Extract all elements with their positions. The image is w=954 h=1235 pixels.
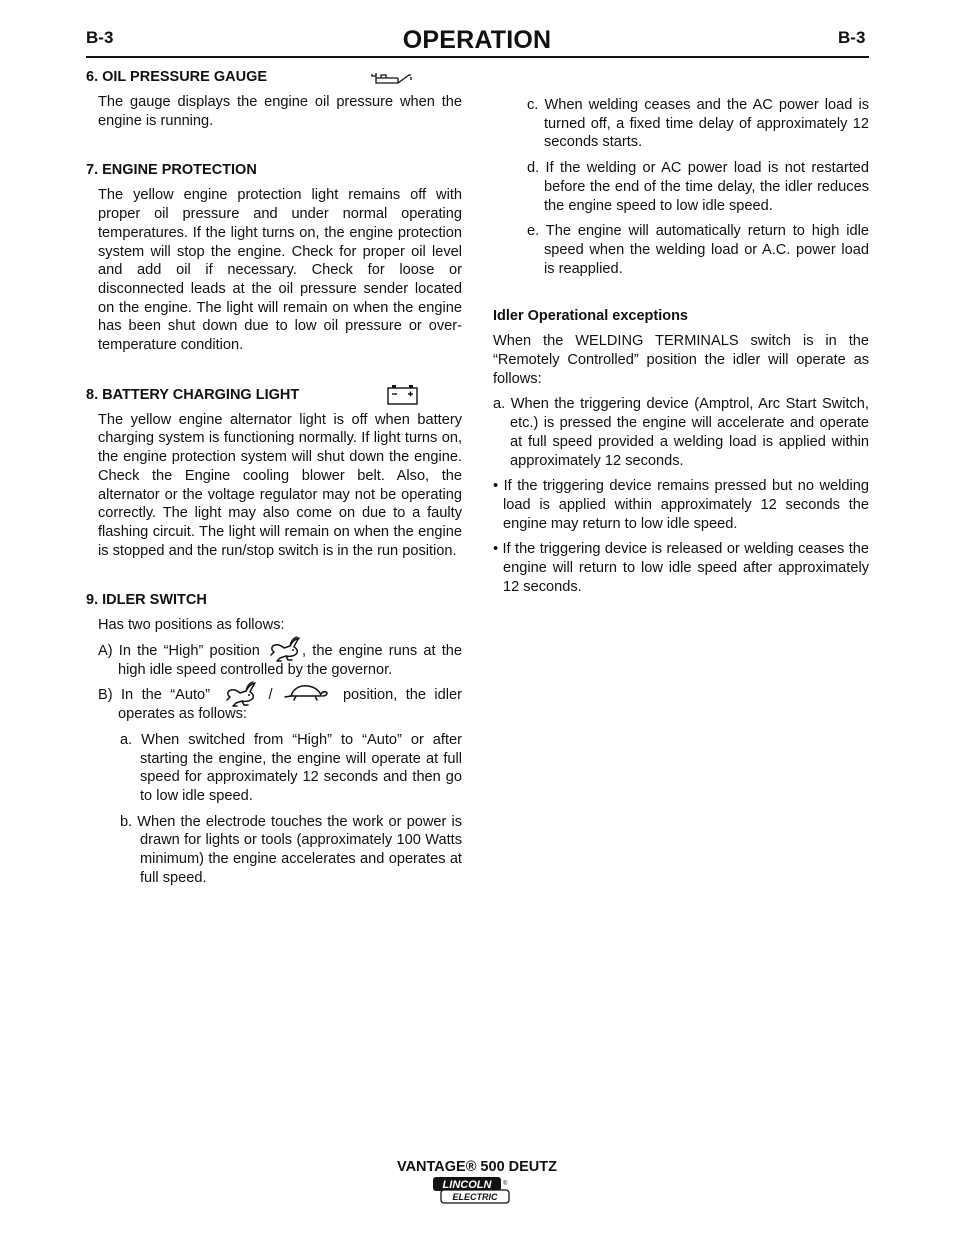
- left-column: [86, 68, 462, 888]
- section-heading-idler-switch: 9. IDLER SWITCH: [86, 592, 207, 609]
- idler-intro: Has two positions as follows:: [98, 617, 285, 634]
- logo-text-bottom: ELECTRIC: [452, 1192, 498, 1202]
- exceptions-intro: When the WELDING TERMINALS switch is in the “Remotely Controlled” position the idler will operate as follows:: [493, 333, 869, 387]
- idler-high-position: A) In the “High” position , the engine runs at the high idle speed controlled by the governor.: [98, 642, 462, 679]
- footer-model-name: VANTAGE® 500 DEUTZ: [396, 1159, 557, 1175]
- logo-registered-mark: ®: [503, 1181, 508, 1187]
- section-heading-oil-pressure: 6. OIL PRESSURE GAUGE: [86, 68, 462, 86]
- oil-pressure-text: The gauge displays the engine oil pressure when the engine is running.: [98, 94, 462, 129]
- page-title: OPERATION: [402, 26, 552, 54]
- rabbit-icon: [224, 681, 258, 709]
- idler-auto-steps: [120, 731, 462, 888]
- list-item: b. When the electrode touches the work or power is drawn for lights or tools (approximately 100 Watts minimum) the engine accelerates and operates at full speed.: [120, 813, 462, 886]
- exceptions-item-a: a. When the triggering device (Amptrol, Arc Start Switch, etc.) is pressed the engine will accelerate and operate at full speed provided a welding load is applied within approximately 12 seconds.: [493, 396, 869, 469]
- section-heading-engine-protection: 7. ENGINE PROTECTION: [86, 162, 257, 179]
- idler-auto-position: B) In the “Auto” / position, the idler operates as follows:: [98, 686, 462, 723]
- exceptions-bullet: • If the triggering device remains pressed but no welding load is applied within approximately 12 seconds the engine may return to low idle speed.: [493, 478, 869, 532]
- oil-can-icon: [369, 70, 413, 91]
- section-heading-idler-exceptions: Idler Operational exceptions: [493, 308, 688, 325]
- engine-protection-text: The yellow engine protection light remains off with proper oil pressure and under normal operating temperatures. If the light turns on, the engine protection system will stop the engine. Check for proper oil level and add oil if necessary. Check for loose or disconnected leads at the oil pressure sender located on the engine. The light will remain on when the engine has been shut down due to low oil pressure or over-temperature condition.: [98, 187, 462, 354]
- section-number-right: B-3: [838, 28, 866, 47]
- list-item: d. If the welding or AC power load is not restarted before the end of the time delay, the idler reduces the engine speed to low idle speed.: [527, 160, 869, 214]
- header-rule: [86, 56, 869, 58]
- section-heading-battery-charging: 8. BATTERY CHARGING LIGHT: [86, 386, 462, 404]
- list-item: c. When welding ceases and the AC power load is turned off, a fixed time delay of approximately 12 seconds starts.: [527, 97, 869, 151]
- turtle-icon: [283, 682, 329, 704]
- exceptions-bullet: • If the triggering device is released or welding ceases the engine will return to low idle speed after approximately 12 seconds.: [493, 541, 869, 595]
- lincoln-electric-logo: [431, 1176, 511, 1205]
- right-column: [493, 96, 869, 596]
- section-number-left: B-3: [86, 28, 114, 47]
- battery-icon: [387, 384, 419, 411]
- battery-charging-text: The yellow engine alternator light is off when battery charging system is functioning normally. If light turns on, the engine protection system will shut down the engine. Check the Engine cooling blower belt. Also, the alternator or the voltage regulator may not be operating correctly. The light may also come on due to a faulty flashing circuit. The light will remain on when the engine is stopped and the run/stop switch is in the run position.: [98, 411, 462, 559]
- list-item: a. When switched from “High” to “Auto” or after starting the engine, the engine will operate at full speed for approximately 12 seconds and then go to low idle speed.: [120, 731, 463, 804]
- rabbit-icon: [268, 636, 302, 664]
- idler-switch-body: [98, 616, 462, 887]
- list-item: e. The engine will automatically return to high idle speed when the welding load or A.C. power load is reapplied.: [527, 223, 869, 277]
- logo-text-top: LINCOLN: [442, 1179, 492, 1191]
- idler-auto-steps-continued: [527, 96, 869, 278]
